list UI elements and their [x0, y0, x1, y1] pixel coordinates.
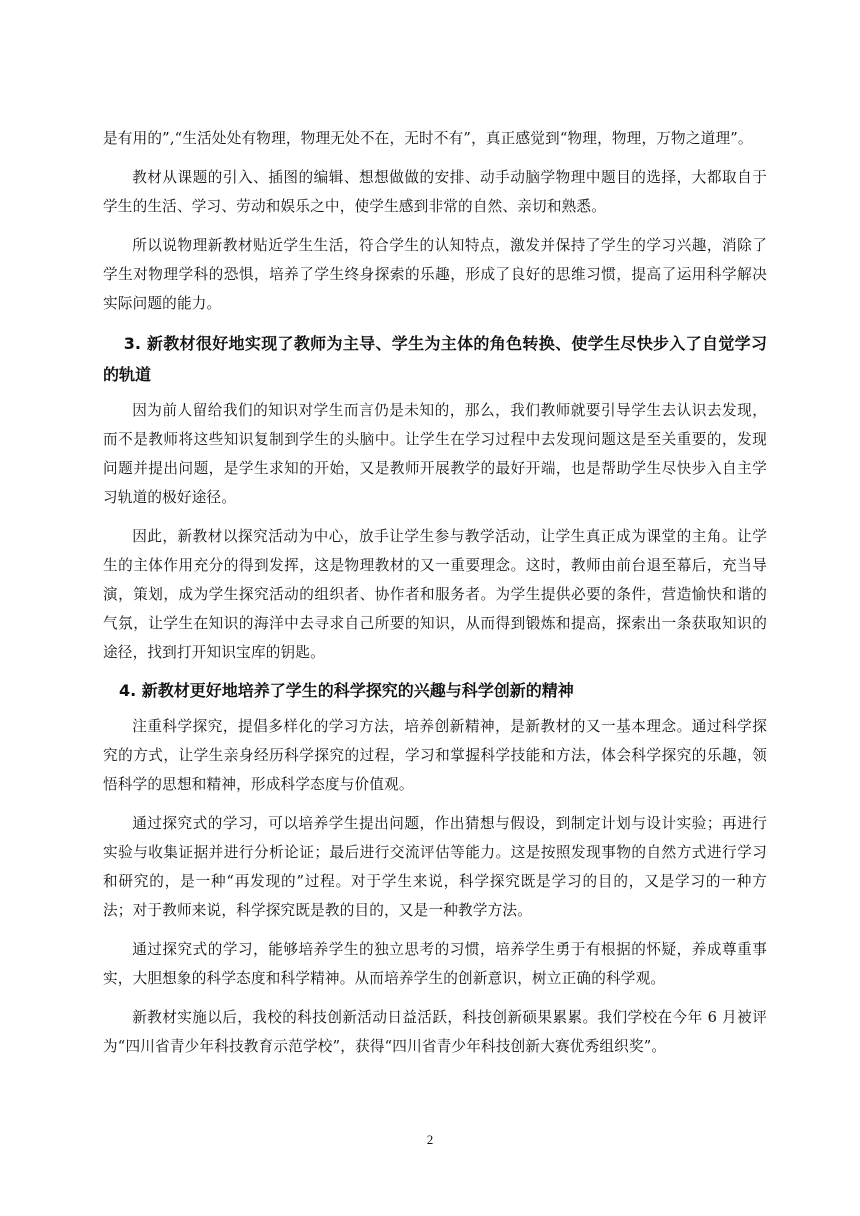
paragraph: 新教材实施以后，我校的科技创新活动日益活跃，科技创新硕果累累。我们学校在今年 6 月被评为“四川省青少年科技教育示范学校”，获得“四川省青少年科技创新大赛优秀组织奖”。 — [103, 1009, 767, 1055]
paragraph: 注重科学探究，提倡多样化的学习方法，培养创新精神，是新教材的又一基本理念。通过科学探究的方式，让学生亲身经历科学探究的过程，学习和掌握科学技能和方法，体会科学探究的乐趣，领悟科学的思想和精神，形成科学态度与价值观。 — [103, 718, 767, 793]
page-number: 2 — [426, 1132, 434, 1147]
paragraph: 所以说物理新教材贴近学生生活，符合学生的认知特点，激发并保持了学生的学习兴趣，消除了学生对物理学科的恐惧，培养了学生终身探索的乐趣，形成了良好的思维习惯，提高了运用科学解决实际问题的能力。 — [103, 237, 767, 312]
document-body — [103, 124, 767, 1071]
paragraph: 因此，新教材以探究活动为中心，放手让学生参与教学活动，让学生真正成为课堂的主角。让学生的主体作用充分的得到发挥，这是物理教材的又一重要理念。这时，教师由前台退至幕后，充当导演，策划，成为学生探究活动的组织者、协作者和服务者。为学生提供必要的条件，营造愉快和谐的气氛，让学生在知识的海洋中去寻求自己所要的知识，从而得到锻炼和提高，探索出一条获取知识的途径，找到打开知识宝库的钥匙。 — [103, 528, 767, 661]
paragraph: 通过探究式的学习，能够培养学生的独立思考的习惯，培养学生勇于有根据的怀疑，养成尊重事实，大胆想象的科学态度和科学精神。从而培养学生的创新意识，树立正确的科学观。 — [103, 941, 767, 987]
paragraph: 是有用的”,“生活处处有物理，物理无处不在，无时不有”，真正感觉到“物理，物理，万物之道理”。 — [103, 130, 753, 147]
section-heading-3: 3. 新教材很好地实现了教师为主导、学生为主体的角色转换、使学生尽快步入了自觉学习的轨道 — [103, 334, 767, 384]
paragraph: 通过探究式的学习，可以培养学生提出问题，作出猜想与假设，到制定计划与设计实验；再进行实验与收集证据并进行分析论证；最后进行交流评估等能力。这是按照发现事物的自然方式进行学习和研究的，是一种“再发现的”过程。对于学生来说，科学探究既是学习的目的，又是学习的一种方法；对于教师来说，科学探究既是教的目的，又是一种教学方法。 — [103, 815, 767, 919]
paragraph: 因为前人留给我们的知识对学生而言仍是未知的，那么，我们教师就要引导学生去认识去发现，而不是教师将这些知识复制到学生的头脑中。让学生在学习过程中去发现问题这是至关重要的，发现问题并提出问题，是学生求知的开始，又是教师开展教学的最好开端，也是帮助学生尽快步入自主学习轨道的极好途径。 — [103, 402, 767, 506]
paragraph: 教材从课题的引入、插图的编辑、想想做做的安排、动手动脑学物理中题目的选择，大都取自于学生的生活、学习、劳动和娱乐之中，使学生感到非常的自然、亲切和熟悉。 — [103, 169, 767, 215]
section-heading-4: 4. 新教材更好地培养了学生的科学探究的兴趣与科学创新的精神 — [119, 681, 574, 700]
